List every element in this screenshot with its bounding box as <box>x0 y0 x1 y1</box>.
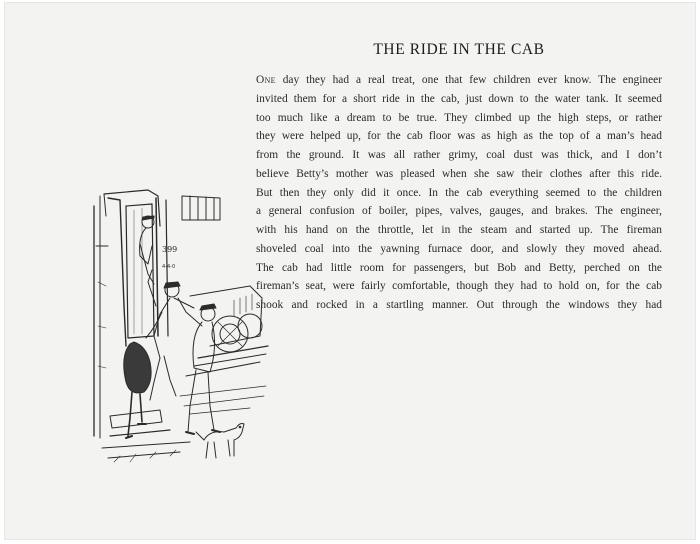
text-line: they were helped up, for the cab floor was as high as the top of a man’s head <box>256 130 662 143</box>
cab-number: 399 <box>162 245 178 254</box>
text-line: fireman’s seat, were fairly comfortable, though they had to hold on, for the cab <box>256 280 662 293</box>
page-title: THE RIDE IN THE CAB <box>373 41 545 58</box>
text-line: too much like a dream to be true. They climbed up the high steps, or rather <box>256 111 662 124</box>
text-line: The cab had little room for passengers, but Bob and Betty, perched on the <box>256 261 662 274</box>
text-line: invited them for a short ride in the cab, just down to the water tank. It seemed <box>256 92 662 105</box>
text-line: shook and rocked in a startling manner. Out through the windows they had <box>256 299 662 311</box>
text-line: from the ground. It was all rather grimy, coal dust was thick, and I don’t <box>256 149 662 161</box>
lead-word: One <box>256 74 276 86</box>
text-line: with his hand on the throttle, let in the steam and started up. The fireman <box>256 224 662 236</box>
body-text <box>256 71 662 315</box>
text-line: a general confusion of boiler, pipes, valves, gauges, and brakes. The engineer, <box>256 205 662 218</box>
text-line: But then they only did it once. In the cab everything seemed to the children <box>256 186 662 199</box>
cab-marking: 4-4-0 <box>162 264 176 270</box>
locomotive-cab-illustration <box>90 186 270 470</box>
text-line: One day they had a real treat, one that few children ever know. The engineer <box>256 74 662 86</box>
book-page <box>4 2 696 540</box>
text-line: shoveled coal into the yawning furnace door, and slowly they moved ahead. <box>256 242 662 255</box>
text-line: believe Betty’s mother was pleased when she saw their clothes after this ride. <box>256 167 662 180</box>
